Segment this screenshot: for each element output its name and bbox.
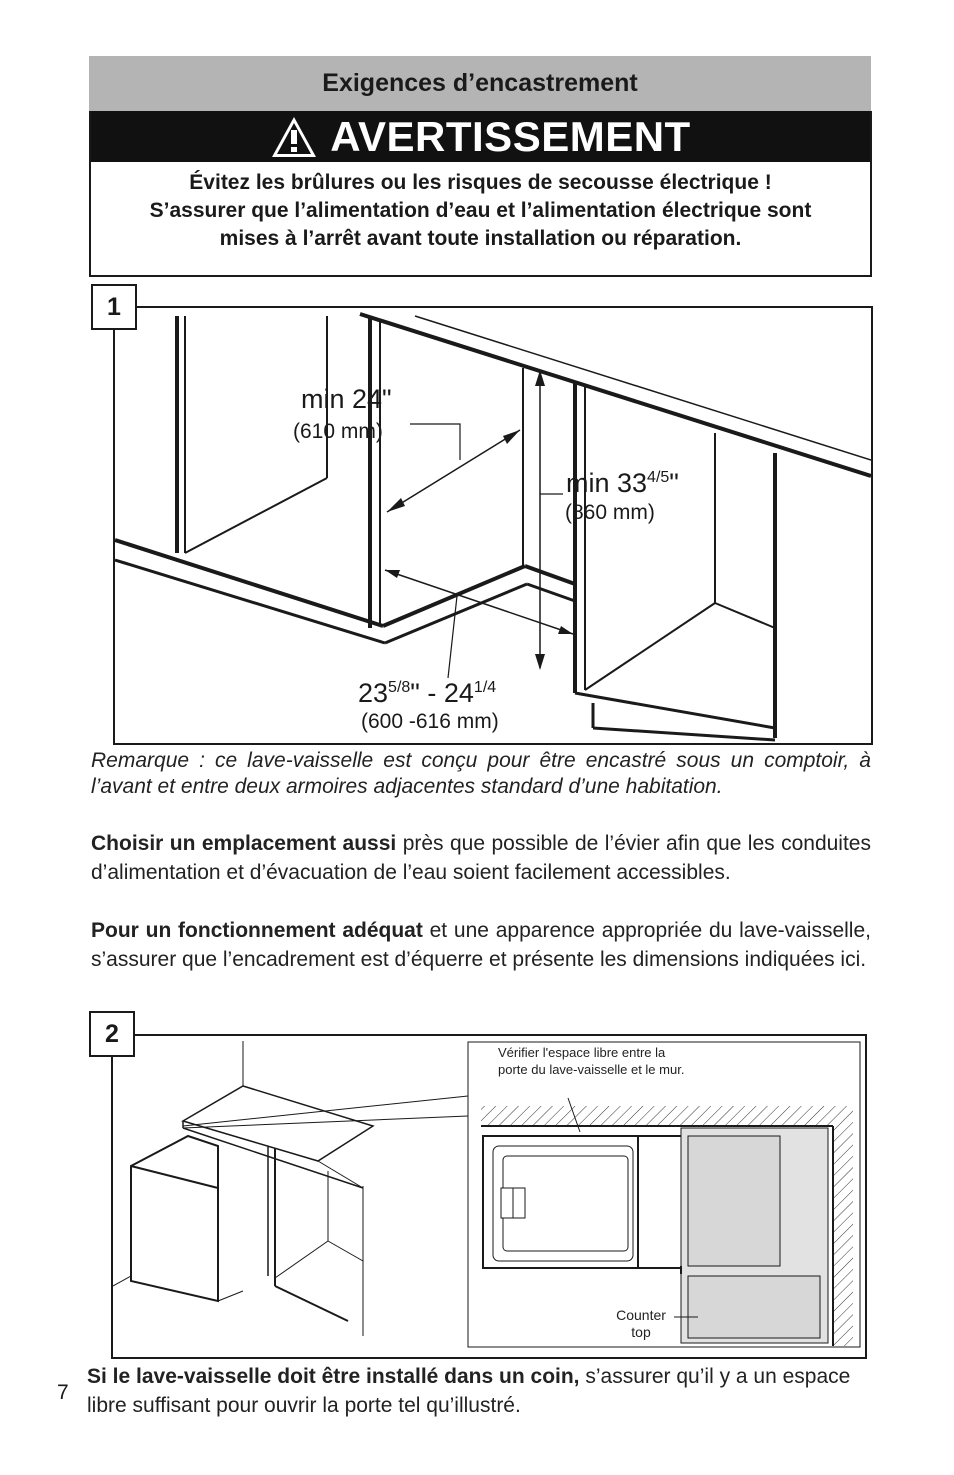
depth-dimension-label: $23^{5/8}$" - $24^{1/4}$ [358, 678, 497, 708]
warning-text [91, 162, 870, 253]
depth-dimension-mm: (600 -616 mm) [361, 710, 499, 733]
page-number: 7 [57, 1381, 69, 1404]
warning-line-3: mises à l’arrêt avant toute installation ou réparation. [219, 227, 742, 250]
warning-line-1: Évitez les brûlures ou les risques de secousse électrique ! [189, 171, 772, 194]
location-paragraph: Choisir un emplacement aussi près que possible de l’évier afin que les conduites d’alimentation et d’évacuation de l’eau soient facilement accessibles. [91, 832, 871, 884]
figure-2-frame [111, 1034, 867, 1359]
section-header [89, 56, 871, 111]
step-1-label: 1 [91, 284, 137, 330]
section-title: Exigences d’encastrement [322, 69, 638, 97]
corner-installation-illustration [113, 1036, 865, 1357]
step-2-label: 2 [89, 1011, 135, 1057]
warning-triangle-icon [270, 115, 318, 159]
warning-title-bar [91, 111, 870, 162]
figure-1-frame [113, 306, 873, 745]
countertop-label: Counter top [616, 1307, 666, 1340]
width-dimension-label: min 24" [301, 384, 392, 414]
corner-install-paragraph: Si le lave-vaisselle doit être installé dans un coin, s’assurer qu’il y a un espace libre suffisant pour ouvrir la porte tel qu’illustré. [87, 1365, 851, 1417]
height-dimension-label: $\min 33^{4/5}$" [566, 468, 679, 498]
warning-title: AVERTISSEMENT [330, 112, 691, 160]
installation-note: Remarque : ce lave-vaisselle est conçu pour être encastré sous un comptoir, à l’avant et entre deux armoires adjacentes standard d’une habitation. [91, 749, 871, 798]
height-dimension-mm: (860 mm) [565, 501, 655, 524]
warning-line-2: S’assurer que l’alimentation d’eau et l’alimentation électrique sont [149, 199, 812, 222]
width-dimension-mm: (610 mm) [293, 420, 383, 443]
warning-box [89, 111, 872, 277]
clearance-note: Vérifier l'espace libre entre la porte du lave-vaisselle et le mur. [498, 1045, 685, 1077]
squareness-paragraph: Pour un fonctionnement adéquat et une apparence appropriée du lave-vaisselle, s’assurer que l’encadrement est d’équerre et présente les dimensions indiquées ici. [91, 919, 871, 971]
